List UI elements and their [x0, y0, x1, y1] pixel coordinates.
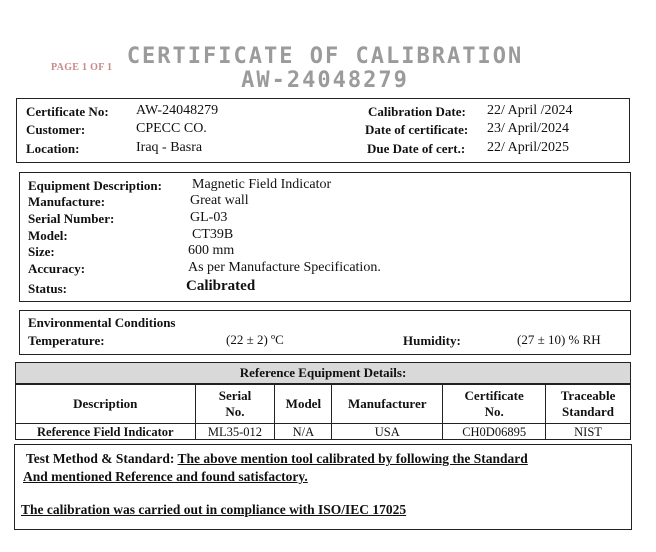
- temperature-value: (22 ± 2) ºC: [226, 332, 284, 347]
- certificate-date-label: Date of certificate:: [365, 122, 469, 137]
- due-date-value: 22/ April/2025: [487, 140, 570, 155]
- manufacture-label: Manufacture:: [28, 194, 106, 209]
- status-label: Status:: [28, 281, 68, 296]
- environmental-conditions-box: [19, 310, 631, 355]
- equipment-description-label: Equipment Description:: [28, 178, 162, 193]
- accuracy-value: As per Manufacture Specification.: [188, 260, 381, 275]
- due-date-label: Due Date of cert.:: [367, 141, 466, 156]
- test-method-text-2: And mentioned Reference and found satisfactory.: [23, 469, 308, 484]
- location-label: Location:: [26, 141, 80, 156]
- test-method-box: [14, 444, 632, 530]
- model-label: Model:: [28, 228, 68, 243]
- cell-traceable: NIST: [546, 424, 631, 440]
- column-header-model: Model: [275, 385, 332, 424]
- size-value: 600 mm: [188, 243, 235, 258]
- reference-equipment-table: [15, 384, 631, 440]
- cell-description: Reference Field Indicator: [16, 424, 196, 440]
- document-title: CERTIFICATE OF CALIBRATION: [126, 44, 524, 69]
- customer-label: Customer:: [26, 122, 86, 137]
- reference-equipment-heading: Reference Equipment Details:: [15, 362, 631, 384]
- status-value: Calibrated: [186, 278, 256, 294]
- equipment-box: [19, 172, 631, 302]
- humidity-label: Humidity:: [403, 333, 461, 348]
- column-header-traceable: Traceable Standard: [546, 385, 631, 424]
- cell-certificate: CH0D06895: [443, 424, 546, 440]
- table-header-row: [16, 385, 631, 424]
- location-value: Iraq - Basra: [136, 140, 203, 155]
- temperature-label: Temperature:: [28, 333, 105, 348]
- accuracy-label: Accuracy:: [28, 261, 86, 276]
- model-value: CT39B: [192, 227, 234, 242]
- cell-serial: ML35-012: [195, 424, 275, 440]
- certificate-date-value: 23/ April/2024: [487, 121, 570, 136]
- column-header-manufacturer: Manufacturer: [332, 385, 443, 424]
- cell-manufacturer: USA: [332, 424, 443, 440]
- table-row: [16, 424, 631, 440]
- test-method-label: Test Method & Standard:: [26, 451, 175, 466]
- manufacture-value: Great wall: [190, 193, 249, 208]
- cell-model: N/A: [275, 424, 332, 440]
- serial-number-value: GL-03: [190, 210, 228, 225]
- test-method-text-1: The above mention tool calibrated by following the Standard: [177, 451, 528, 466]
- calibration-date-value: 22/ April /2024: [487, 103, 573, 118]
- humidity-value: (27 ± 10) % RH: [517, 332, 601, 347]
- column-header-description: Description: [16, 385, 196, 424]
- equipment-description-value: Magnetic Field Indicator: [192, 177, 332, 192]
- certificate-code-title: AW-24048279: [241, 68, 409, 93]
- cert-no-value: AW-24048279: [136, 103, 219, 118]
- column-header-serial: Serial No.: [195, 385, 275, 424]
- test-method-line-1: [26, 451, 528, 467]
- page-number: PAGE 1 OF 1: [51, 62, 113, 73]
- environmental-heading: Environmental Conditions: [28, 315, 176, 330]
- column-header-certificate: Certificate No.: [443, 385, 546, 424]
- serial-number-label: Serial Number:: [28, 211, 115, 226]
- certificate-info-box: [16, 98, 630, 163]
- cert-no-label: Certificate No:: [26, 104, 109, 119]
- calibration-date-label: Calibration Date:: [368, 104, 466, 119]
- size-label: Size:: [28, 244, 55, 259]
- customer-value: CPECC CO.: [136, 121, 207, 136]
- compliance-statement: The calibration was carried out in compliance with ISO/IEC 17025: [21, 502, 407, 517]
